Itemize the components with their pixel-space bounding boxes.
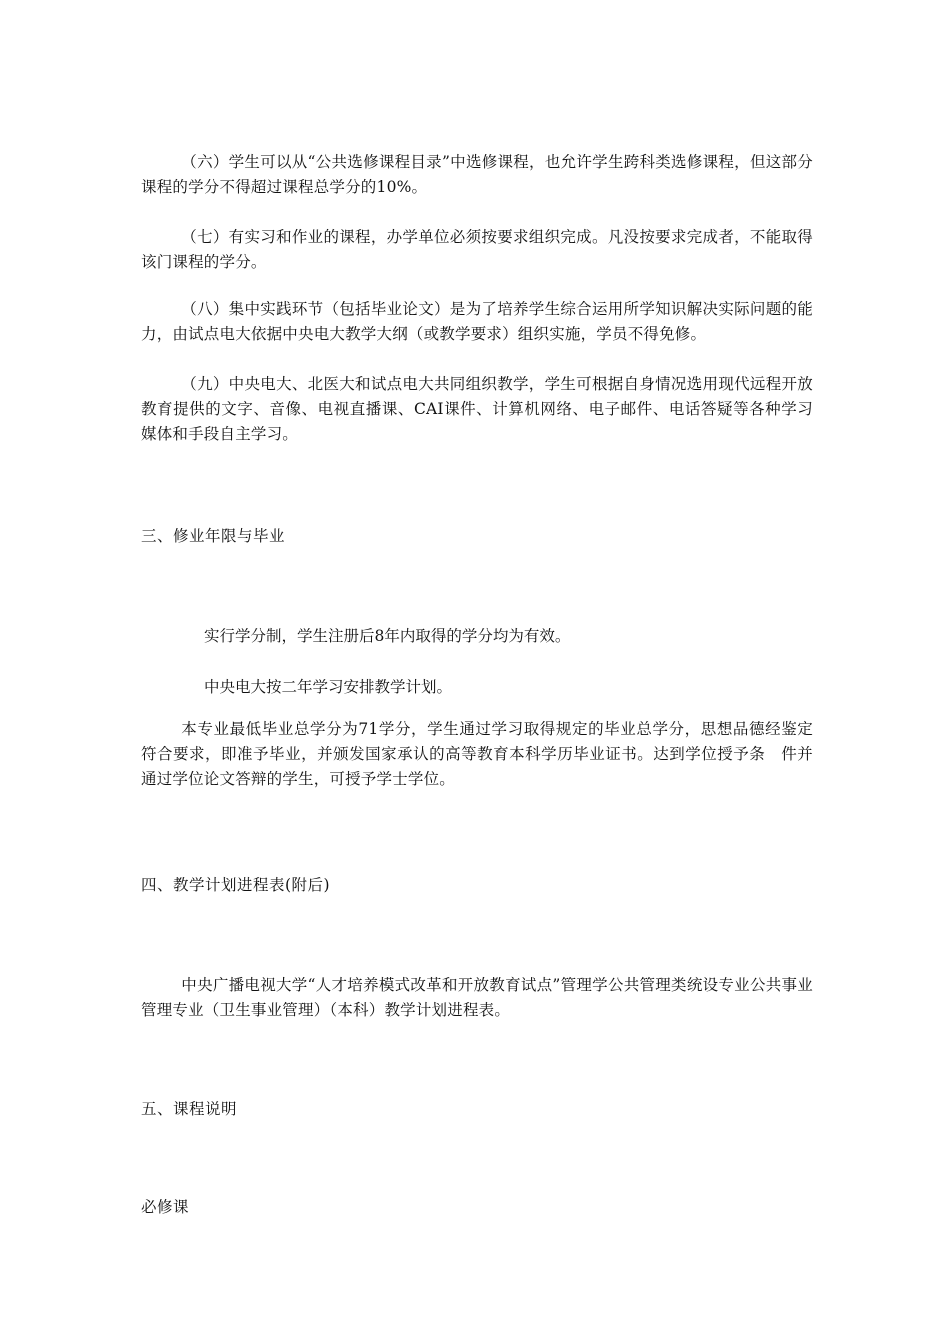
section-heading-five: 五、课程说明 — [141, 1100, 238, 1118]
required-courses-label: 必修课 — [141, 1198, 190, 1216]
paragraph-eight: （八）集中实践环节（包括毕业论文）是为了培养学生综合运用所学知识解决实际问题的能力，由试点电大依据中央电大教学大纲（或教学要求）组织实施，学员不得免修。 — [141, 300, 813, 343]
credit-system-line: 实行学分制，学生注册后8年内取得的学分均为有效。 — [204, 627, 571, 645]
paragraph-six: （六）学生可以从“公共选修课程目录”中选修课程，也允许学生跨科类选修课程，但这部分课程的学分不得超过课程总学分的10%。 — [141, 153, 813, 196]
paragraph-nine: （九）中央电大、北医大和试点电大共同组织教学，学生可根据自身情况选用现代远程开放教育提供的文字、音像、电视直播课、CAI课件、计算机网络、电子邮件、电话答疑等各种学习媒体和手段自主学习。 — [141, 375, 813, 443]
section-heading-four: 四、教学计划进程表(附后) — [141, 876, 331, 894]
schedule-line: 中央电大按二年学习安排教学计划。 — [204, 678, 453, 696]
graduation-requirements: 本专业最低毕业总学分为71学分，学生通过学习取得规定的毕业总学分，思想品德经鉴定符合要求，即准予毕业，并颁发国家承认的高等教育本科学历毕业证书。达到学位授予条 件并通过学位论文答辩的学生，可授予学士学位。 — [141, 720, 813, 788]
paragraph-seven: （七）有实习和作业的课程，办学单位必须按要求组织完成。凡没按要求完成者，不能取得该门课程的学分。 — [141, 228, 813, 271]
section-heading-three: 三、修业年限与毕业 — [141, 527, 286, 545]
plan-table-description: 中央广播电视大学“人才培养模式改革和开放教育试点”管理学公共管理类统设专业公共事业管理专业（卫生事业管理）（本科）教学计划进程表。 — [141, 976, 813, 1019]
